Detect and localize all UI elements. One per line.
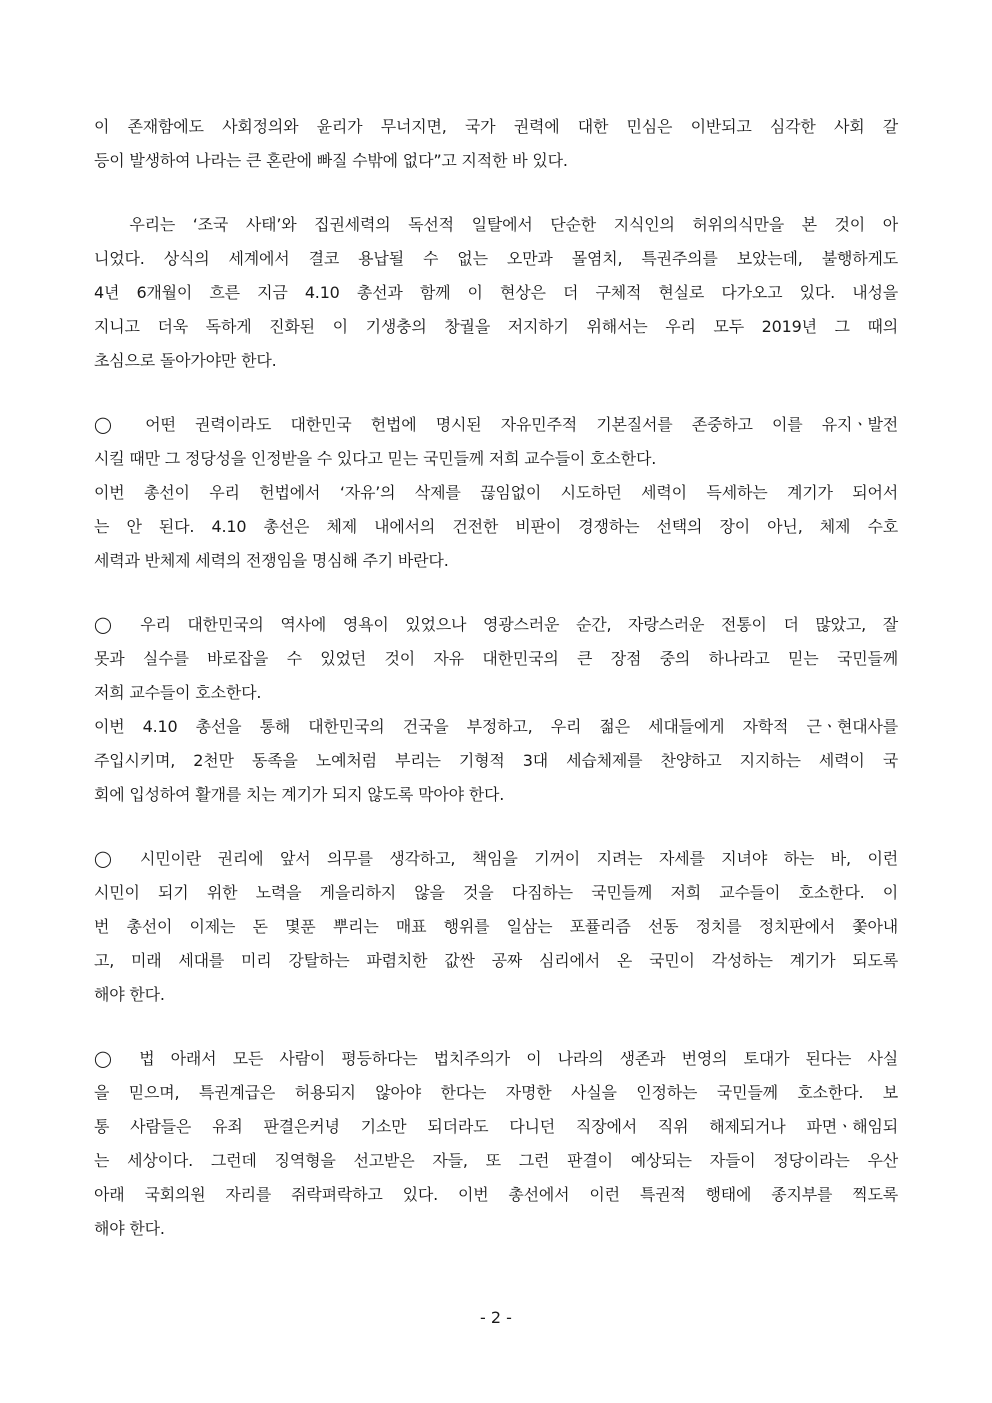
text-line: 아래 국회의원 자리를 쥐락펴락하고 있다. 이번 총선에서 이런 특권적 행태에 종지부를 찍도록: [94, 1185, 898, 1204]
text-line: 는 세상이다. 그런데 징역형을 선고받은 자들, 또 그런 판결이 예상되는 자들이 정당이라는 우산: [94, 1151, 898, 1170]
document-body: [94, 110, 898, 1246]
text-line: 시킬 때만 그 정당성을 인정받을 수 있다고 믿는 국민들께 저희 교수들이 호소한다.: [94, 449, 657, 468]
paragraph: [94, 408, 898, 578]
paragraph: [94, 208, 898, 378]
text-line: 세력과 반체제 세력의 전쟁임을 명심해 주기 바란다.: [94, 551, 449, 570]
text-line: 우리는 ‘조국 사태’와 집권세력의 독선적 일탈에서 단순한 지식인의 허위의식만을 본 것이 아: [94, 215, 898, 234]
text-line: 이 존재함에도 사회정의와 윤리가 무너지면, 국가 권력에 대한 민심은 이반되고 심각한 사회 갈: [94, 117, 898, 136]
text-line: 는 안 된다. 4.10 총선은 체제 내에서의 건전한 비판이 경쟁하는 선택의 장이 아닌, 체제 수호: [94, 517, 898, 536]
text-line: 시민이 되기 위한 노력을 게을리하지 않을 것을 다짐하는 국민들께 저희 교수들이 호소한다. 이: [94, 883, 898, 902]
paragraph: [94, 842, 898, 1012]
text-line: 주입시키며, 2천만 동족을 노예처럼 부리는 기형적 3대 세습체제를 찬양하고 지지하는 세력이 국: [94, 751, 898, 770]
text-line: 4년 6개월이 흐른 지금 4.10 총선과 함께 이 현상은 더 구체적 현실로 다가오고 있다. 내성을: [94, 283, 898, 302]
page-number: - 2 -: [480, 1308, 512, 1327]
text-line: 못과 실수를 바로잡을 수 있었던 것이 자유 대한민국의 큰 장점 중의 하나라고 믿는 국민들께: [94, 649, 898, 668]
text-line: 을 믿으며, 특권계급은 허용되지 않아야 한다는 자명한 사실을 인정하는 국민들께 호소한다. 보: [94, 1083, 898, 1102]
text-line: 고, 미래 세대를 미리 강탈하는 파렴치한 값싼 공짜 심리에서 온 국민이 각성하는 계기가 되도록: [94, 951, 898, 970]
text-line: 해야 한다.: [94, 1219, 165, 1238]
text-line: 이번 총선이 우리 헌법에서 ‘자유’의 삭제를 끊임없이 시도하던 세력이 득세하는 계기가 되어서: [94, 483, 898, 502]
text-line: 지니고 더욱 독하게 진화된 이 기생충의 창궐을 저지하기 위해서는 우리 모두 2019년 그 때의: [94, 317, 898, 336]
paragraph: [94, 1042, 898, 1246]
text-line: 통 사람들은 유죄 판결은커녕 기소만 되더라도 다니던 직장에서 직위 해제되거나 파면ㆍ해임되: [94, 1117, 898, 1136]
text-line: 초심으로 돌아가야만 한다.: [94, 351, 277, 370]
text-line: 등이 발생하여 나라는 큰 혼란에 빠질 수밖에 없다”고 지적한 바 있다.: [94, 151, 568, 170]
text-line: 번 총선이 이제는 돈 몇푼 뿌리는 매표 행위를 일삼는 포퓰리즘 선동 정치를 정치판에서 쫓아내: [94, 917, 898, 936]
text-line: 니었다. 상식의 세계에서 결코 용납될 수 없는 오만과 몰염치, 특권주의를 보았는데, 불행하게도: [94, 249, 898, 268]
text-line: ◯ 시민이란 권리에 앞서 의무를 생각하고, 책임을 기꺼이 지려는 자세를 지녀야 하는 바, 이런: [94, 849, 898, 868]
text-line: ◯ 우리 대한민국의 역사에 영욕이 있었으나 영광스러운 순간, 자랑스러운 전통이 더 많았고, 잘: [94, 615, 898, 634]
text-line: 해야 한다.: [94, 985, 165, 1004]
text-line: 이번 4.10 총선을 통해 대한민국의 건국을 부정하고, 우리 젊은 세대들에게 자학적 근ㆍ현대사를: [94, 717, 898, 736]
paragraph: [94, 608, 898, 812]
text-line: 회에 입성하여 활개를 치는 계기가 되지 않도록 막아야 한다.: [94, 785, 505, 804]
text-line: ◯ 어떤 권력이라도 대한민국 헌법에 명시된 자유민주적 기본질서를 존중하고 이를 유지ㆍ발전: [94, 415, 898, 434]
text-line: 저희 교수들이 호소한다.: [94, 683, 262, 702]
paragraph: [94, 110, 898, 178]
text-line: ◯ 법 아래서 모든 사람이 평등하다는 법치주의가 이 나라의 생존과 번영의 토대가 된다는 사실: [94, 1049, 898, 1068]
